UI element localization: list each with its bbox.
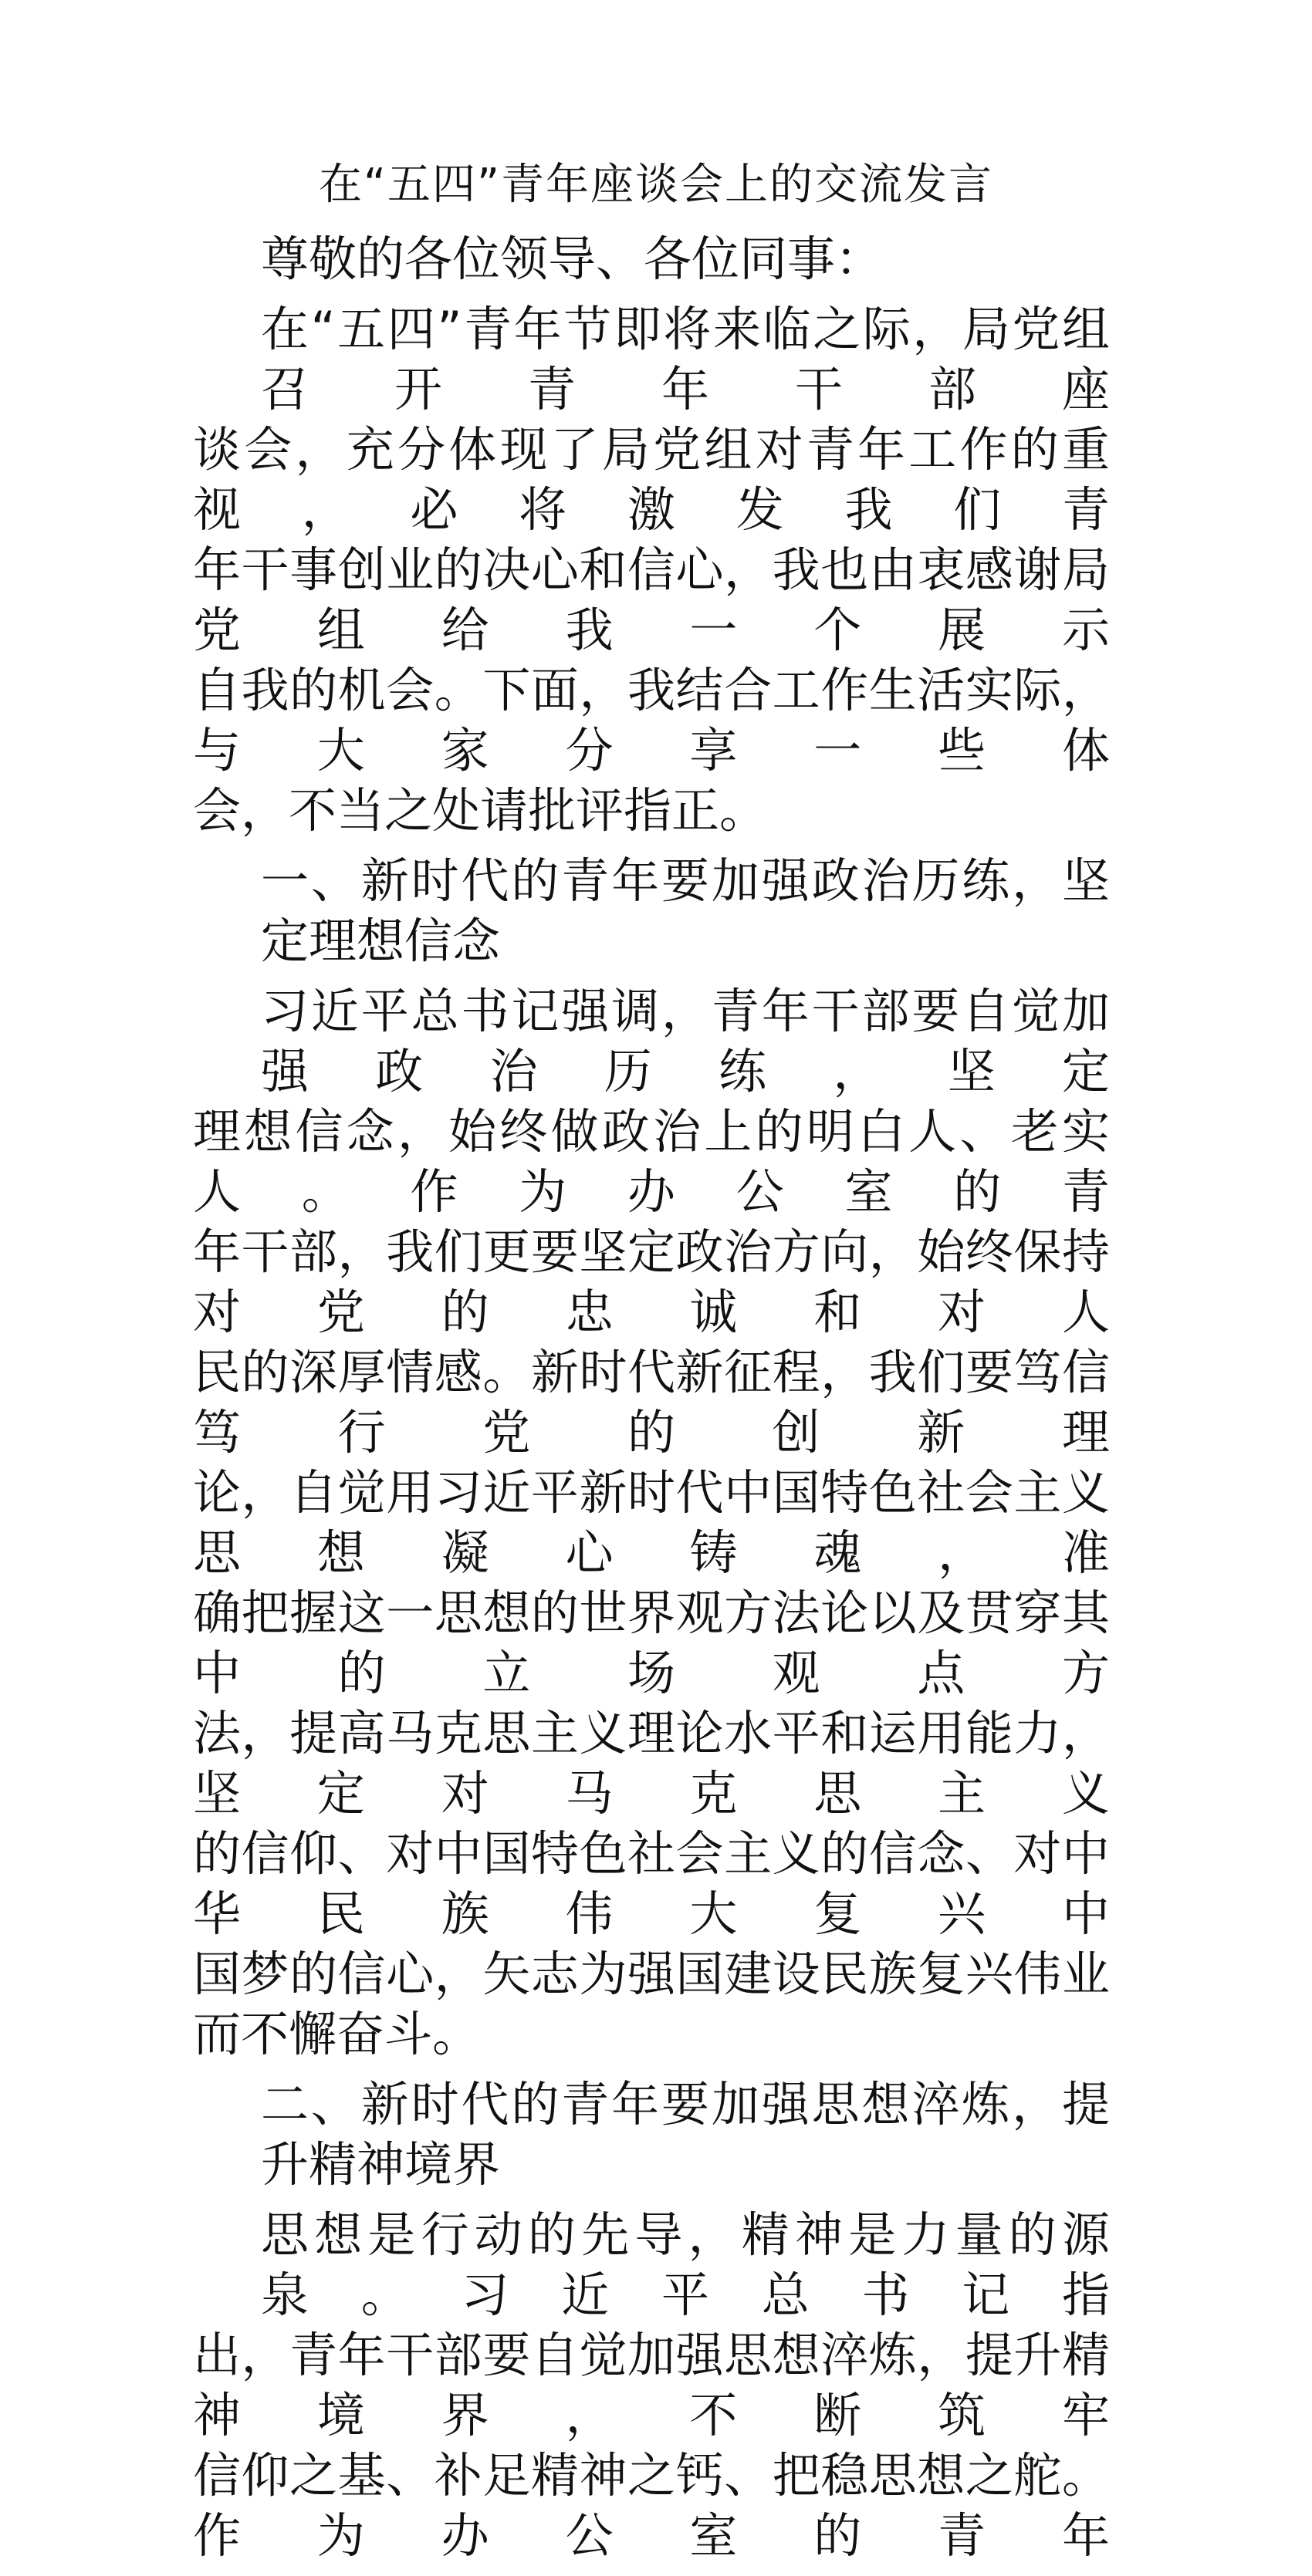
paragraph — [193, 2075, 1110, 2195]
text-line: 谈会，充分体现了局党组对青年工作的重视，必将激发我们青 — [193, 421, 1110, 538]
text-line: 的信仰、对中国特色社会主义的信念、对中华民族伟大复兴中 — [193, 1825, 1110, 1942]
text-line: 年干部，我们更要坚定政治方向，始终保持对党的忠诚和对人 — [193, 1224, 1110, 1340]
paragraph — [193, 2205, 1110, 2566]
text-line: 国梦的信心，矢志为强国建设民族复兴伟业而不懈奋斗。 — [193, 1946, 1110, 2062]
paragraph — [193, 229, 1110, 289]
text-line: 一、新时代的青年要加强政治历练，坚定理想信念 — [261, 852, 1110, 969]
text-line: 自我的机会。下面，我结合工作生活实际，与大家分享一些体 — [193, 662, 1110, 778]
text-line: 民的深厚情感。新时代新征程，我们要笃信笃行党的创新理 — [193, 1344, 1110, 1460]
text-line: 尊敬的各位领导、各位同事： — [261, 231, 884, 287]
text-line: 会，不当之处请批评指正。 — [193, 782, 768, 839]
text-line: 二、新时代的青年要加强思想淬炼，提升精神境界 — [261, 2076, 1110, 2193]
text-line: 出，青年干部要自觉加强思想淬炼，提升精神境界，不断筑牢 — [193, 2327, 1110, 2443]
text-line: 理想信念，始终做政治上的明白人、老实人。作为办公室的青 — [193, 1103, 1110, 1220]
document-title: 在“五四”青年座谈会上的交流发言 — [318, 160, 994, 210]
text-line: 年干事创业的决心和信心，我也由衷感谢局党组给我一个展示 — [193, 542, 1110, 658]
text-line: 信仰之基、补足精神之钙、把稳思想之舵。作为办公室的青年 — [193, 2447, 1110, 2564]
text-line: 思想是行动的先导，精神是力量的源泉。习近平总书记指 — [261, 2206, 1110, 2323]
paragraph — [193, 299, 1110, 841]
text-line: 确把握这一思想的世界观方法论以及贯穿其中的立场观点方 — [193, 1585, 1110, 1701]
text-line: 习近平总书记强调，青年干部要自觉加强政治历练，坚定 — [261, 983, 1110, 1099]
text-line: 在“五四”青年节即将来临之际，局党组召开青年干部座 — [261, 301, 1110, 417]
text-line: 法，提高马克思主义理论水平和运用能力，坚定对马克思主义 — [193, 1705, 1110, 1821]
paragraph — [193, 981, 1110, 2065]
text-line: 论，自觉用习近平新时代中国特色社会主义思想凝心铸魂，准 — [193, 1464, 1110, 1581]
paragraph — [193, 851, 1110, 971]
document-body — [193, 229, 1110, 2576]
